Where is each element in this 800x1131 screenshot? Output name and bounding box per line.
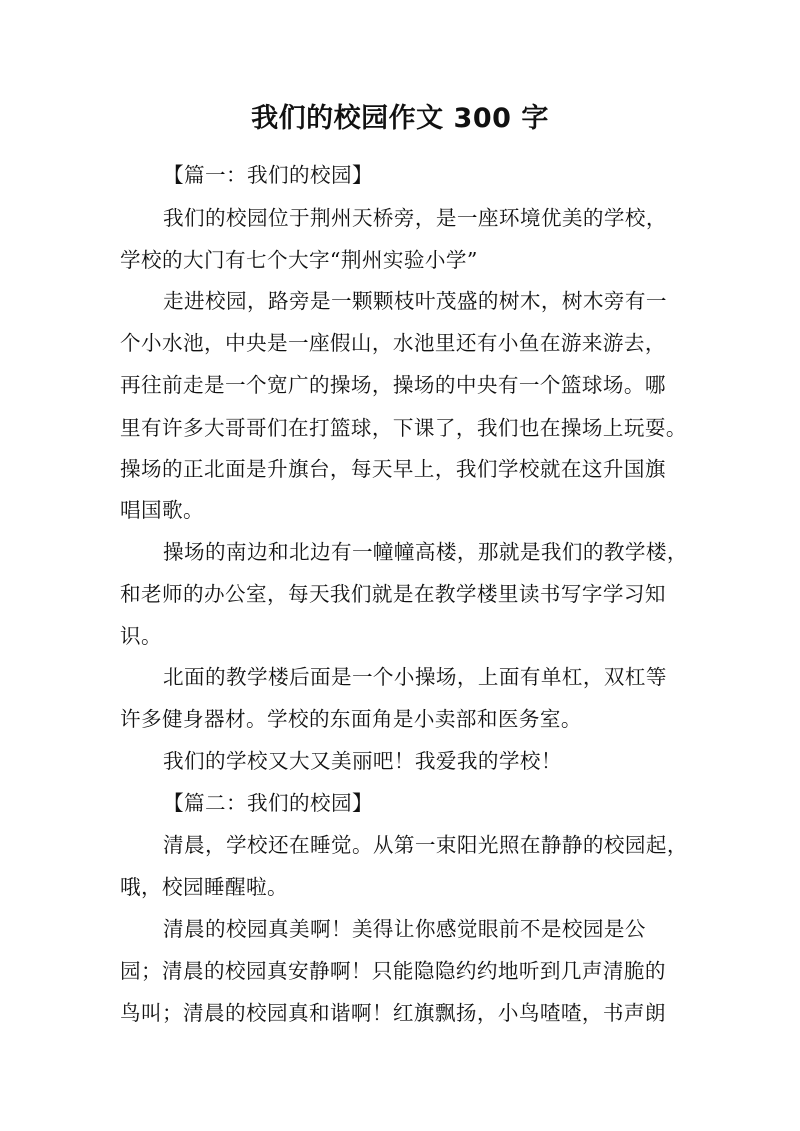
- paragraph-line: 北面的教学楼后面是一个小操场，上面有单杠，双杠等: [163, 665, 667, 689]
- section-heading-1: 【篇一：我们的校园】: [163, 163, 373, 187]
- paragraph-line: 识。: [120, 624, 162, 648]
- paragraph-line: 哦，校园睡醒啦。: [120, 875, 288, 899]
- paragraph-line: 许多健身器材。学校的东面角是小卖部和医务室。: [120, 707, 582, 731]
- paragraph-line: 操场的南边和北边有一幢幢高楼，那就是我们的教学楼，: [163, 540, 688, 564]
- paragraph-line: 再往前走是一个宽广的操场，操场的中央有一个篮球场。哪: [120, 373, 666, 397]
- paragraph-line: 走进校园，路旁是一颗颗枝叶茂盛的树木，树木旁有一: [163, 289, 667, 313]
- paragraph-line: 清晨的校园真美啊！美得让你感觉眼前不是校园是公: [163, 917, 646, 941]
- paragraph-line: 唱国歌。: [120, 498, 204, 522]
- paragraph-line: 我们的校园位于荆州天桥旁，是一座环境优美的学校，: [163, 206, 667, 230]
- paragraph-line: 鸟叫；清晨的校园真和谐啊！红旗飘扬，小鸟喳喳，书声朗: [120, 1001, 666, 1025]
- paragraph-line: 个小水池，中央是一座假山，水池里还有小鱼在游来游去，: [120, 331, 666, 355]
- paragraph-line: 学校的大门有七个大字“荆州实验小学”: [120, 248, 478, 272]
- section-heading-2: 【篇二：我们的校园】: [163, 791, 373, 815]
- document-title: 我们的校园作文 300 字: [251, 103, 549, 134]
- paragraph-line: 操场的正北面是升旗台，每天早上，我们学校就在这升国旗: [120, 457, 666, 481]
- paragraph-line: 园；清晨的校园真安静啊！只能隐隐约约地听到几声清脆的: [120, 959, 666, 983]
- paragraph-line: 和老师的办公室，每天我们就是在教学楼里读书写字学习知: [120, 582, 666, 606]
- paragraph-line: 我们的学校又大又美丽吧！我爱我的学校！: [163, 749, 562, 773]
- paragraph-line: 里有许多大哥哥们在打篮球，下课了，我们也在操场上玩耍。: [120, 416, 687, 440]
- paragraph-line: 清晨，学校还在睡觉。从第一束阳光照在静静的校园起，: [163, 833, 688, 857]
